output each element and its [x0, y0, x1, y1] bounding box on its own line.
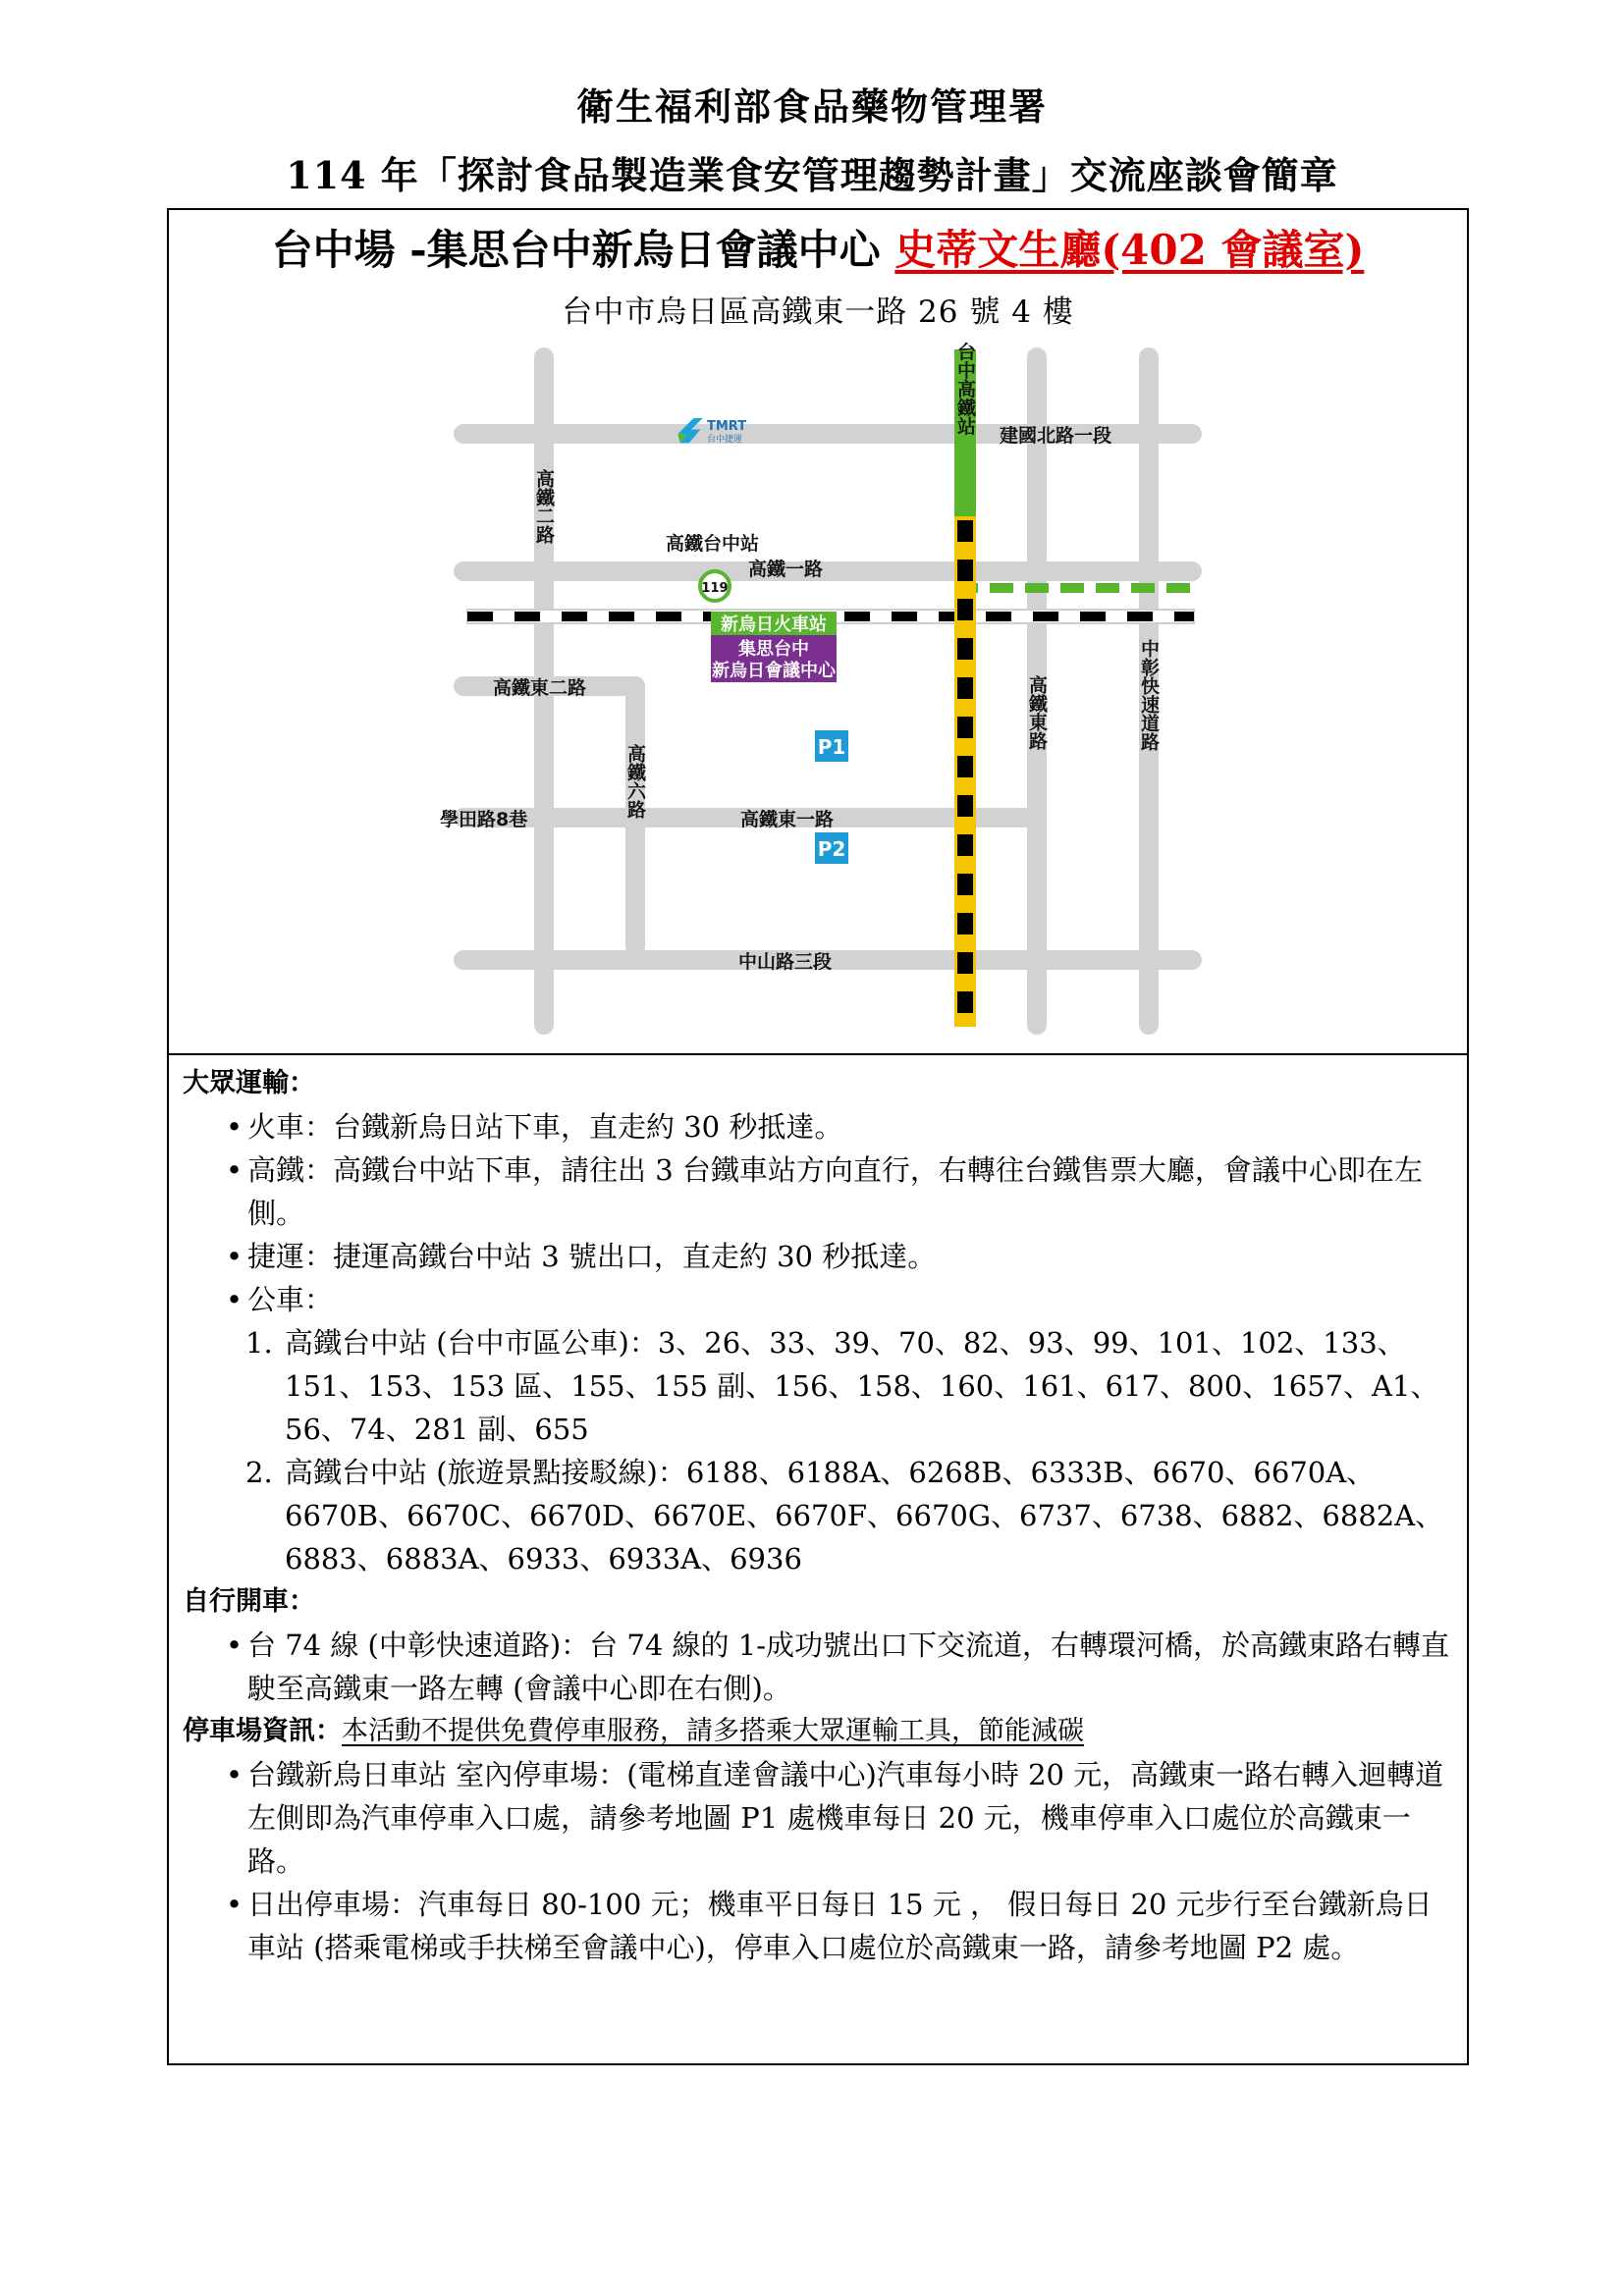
bus-119-label: 119: [701, 581, 729, 596]
bus-label: • 公車：: [183, 1278, 1459, 1321]
venue-name: 台中場 -集思台中新烏日會議中心: [271, 226, 895, 274]
driving-item: • 台 74 線 (中彰快速道路)：台 74 線的 1-成功號出口下交流道，右轉環河橋，於高鐵東路右轉直駛至高鐵東一路左轉 (會議中心即在右側)。: [183, 1624, 1459, 1710]
label-gaotie-east-1st: 高鐵東一路: [740, 809, 835, 830]
label-gaotie-6th: 高鐵六路: [624, 744, 646, 819]
venue-room: 史蒂文生廳(402 會議室): [894, 226, 1365, 274]
transport-info: [183, 1062, 1459, 1969]
venue-box-line1: 集思台中: [738, 639, 809, 660]
label-zhongzhang-expressway: 中彰快速道路: [1138, 639, 1160, 751]
event-title: 114 年「探討食品製造業食安管理趨勢計畫」交流座談會簡章: [286, 153, 1338, 197]
venue-title: [167, 218, 1469, 277]
label-zhongshan-sec3: 中山路三段: [738, 951, 833, 973]
hsr-item: • 高鐵：高鐵台中站下車，請往出 3 台鐵車站方向直行，右轉往台鐵售票大廳，會議中心即在左側。: [183, 1148, 1459, 1235]
bus-list-item: [183, 1321, 1459, 1451]
parking-item: • 日出停車場：汽車每日 80-100 元；機車平日每日 15 元 ， 假日每日 20 元步行至台鐵新烏日車站 (搭乘電梯或手扶梯至會議中心)，停車入口處位於高鐵東一路，請參考地圖 P2 處。: [183, 1883, 1459, 1969]
bus-item-text: 高鐵台中站 (旅遊景點接駁線)：6188、6188A、6268B、6333B、6670、6670A、6670B、6670C、6670D、6670E、6670F、6670G、6737、6738、6882、6882A、6883、6883A、6933、6933A、6936: [285, 1456, 1444, 1575]
xinwuri-station-label: 新烏日火車站: [721, 614, 827, 635]
parking-heading-row: [183, 1710, 1459, 1753]
agency-title: 衛生福利部食品藥物管理署: [575, 84, 1048, 129]
label-hsr-station-vertical: 台中高鐵站: [954, 342, 976, 436]
driving-heading: 自行開車：: [183, 1586, 315, 1617]
bus-item-number: 2.: [245, 1456, 273, 1489]
label-gaotie-east-2nd: 高鐵東二路: [493, 677, 587, 699]
label-gaotie-east: 高鐵東路: [1026, 675, 1048, 750]
train-item: • 火車：台鐵新烏日站下車，直走約 30 秒抵達。: [183, 1105, 1459, 1148]
label-jianguo-n: 建國北路一段: [1000, 425, 1112, 447]
location-map: [440, 340, 1219, 1046]
label-hsr-taichung: 高鐵台中站: [666, 533, 760, 555]
tmrt-logo-text: TMRT: [707, 419, 747, 434]
parking-notice: 本活動不提供免費停車服務，請多搭乘大眾運輸工具，節能減碳: [342, 1716, 1084, 1746]
bus-list-item: [183, 1451, 1459, 1580]
public-transport-heading: 大眾運輸：: [183, 1068, 315, 1098]
mrt-item: • 捷運：捷運高鐵台中站 3 號出口，直走約 30 秒抵達。: [183, 1235, 1459, 1278]
parking-p1-label: P1: [817, 735, 846, 759]
parking-item: • 台鐵新烏日車站 室內停車場：(電梯直達會議中心)汽車每小時 20 元，高鐵東一路右轉入迴轉道左側即為汽車停車入口處，請參考地圖 P1 處機車每日 20 元，機車停車入口處位於高鐵東一路。: [183, 1753, 1459, 1883]
tmrt-logo-sub: 台中捷運: [707, 435, 743, 445]
label-xuetian-lane8: 學田路8巷: [440, 809, 528, 830]
label-gaotie-2nd: 高鐵二路: [533, 469, 555, 544]
tmrt-logo: [677, 418, 746, 445]
parking-p2-label: P2: [817, 837, 846, 861]
section-divider: [167, 1053, 1469, 1055]
bus-item-text: 高鐵台中站 (台中市區公車)：3、26、33、39、70、82、93、99、101、102、133、151、153、153 區、155、155 副、156、158、160、161、617、800、1657、A1、56、74、281 副、655: [285, 1326, 1439, 1446]
venue-address: 台中市烏日區高鐵東一路 26 號 4 樓: [562, 294, 1074, 330]
parking-heading: 停車場資訊：: [183, 1716, 342, 1746]
bus-item-number: 1.: [245, 1326, 273, 1360]
venue-box-line2: 新烏日會議中心: [712, 661, 836, 681]
label-gaotie-1st: 高鐵一路: [748, 559, 824, 580]
